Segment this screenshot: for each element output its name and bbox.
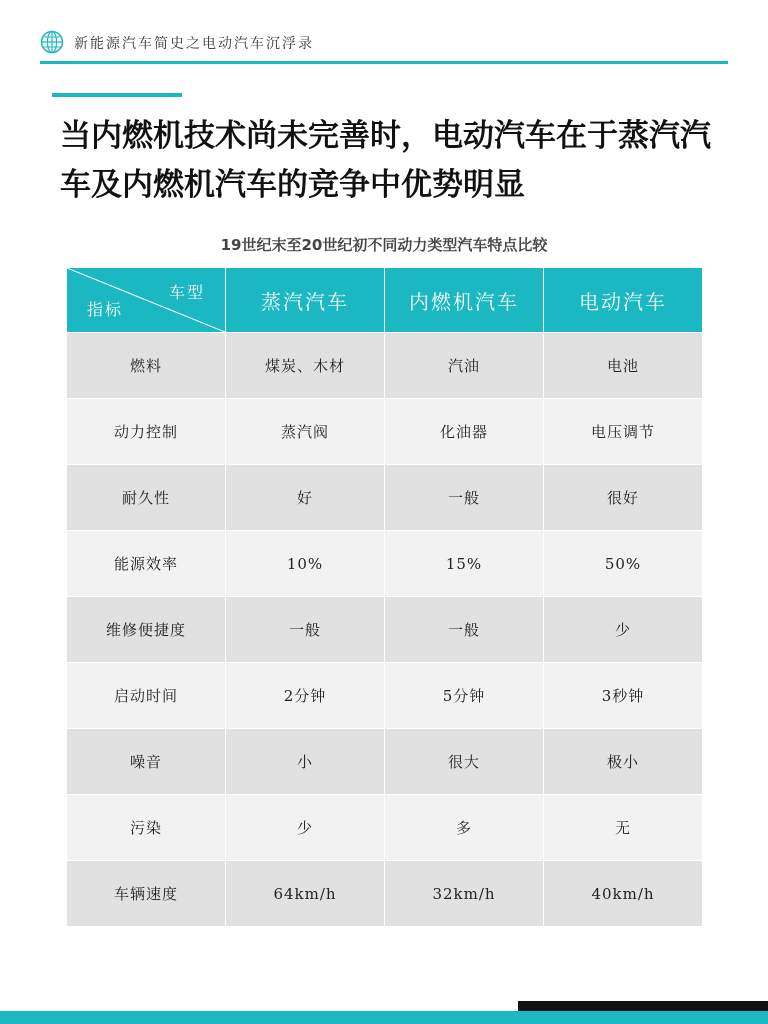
column-header-ice: 内燃机汽车 xyxy=(385,268,544,333)
footer-black-bar xyxy=(518,1001,768,1011)
row-label: 耐久性 xyxy=(67,465,226,531)
table-row xyxy=(67,399,703,465)
page-title: 当内燃机技术尚未完善时，电动汽车在于蒸汽汽车及内燃机汽车的竞争中优势明显 xyxy=(60,118,711,203)
corner-header-cell xyxy=(67,268,226,333)
table-cell: 5分钟 xyxy=(385,663,544,729)
table-cell: 电压调节 xyxy=(544,399,703,465)
table-cell: 64km/h xyxy=(226,861,385,927)
table-cell: 汽油 xyxy=(385,333,544,399)
table-cell: 极小 xyxy=(544,729,703,795)
header-title: 新能源汽车简史之电动汽车沉浮录 xyxy=(74,36,314,52)
row-label: 启动时间 xyxy=(67,663,226,729)
table-cell: 化油器 xyxy=(385,399,544,465)
table-row xyxy=(67,531,703,597)
corner-label-indicator: 指标 xyxy=(87,300,124,319)
header-divider xyxy=(40,61,728,64)
table-cell: 2分钟 xyxy=(226,663,385,729)
table-cell: 15% xyxy=(385,531,544,597)
table-cell: 少 xyxy=(226,795,385,861)
table-row xyxy=(67,663,703,729)
row-label: 能源效率 xyxy=(67,531,226,597)
table-header-row xyxy=(67,268,703,333)
comparison-table xyxy=(66,267,703,927)
table-cell: 32km/h xyxy=(385,861,544,927)
column-header-steam: 蒸汽汽车 xyxy=(226,268,385,333)
table-row xyxy=(67,729,703,795)
logo xyxy=(40,30,64,54)
table-cell: 小 xyxy=(226,729,385,795)
footer-teal-bar xyxy=(0,1011,768,1024)
table-row xyxy=(67,333,703,399)
row-label: 车辆速度 xyxy=(67,861,226,927)
row-label: 动力控制 xyxy=(67,399,226,465)
table-cell: 少 xyxy=(544,597,703,663)
table-cell: 50% xyxy=(544,531,703,597)
table-row xyxy=(67,795,703,861)
table-cell: 一般 xyxy=(226,597,385,663)
table-title: 19世纪末至20世纪初不同动力类型汽车特点比较 xyxy=(220,236,548,254)
table-row xyxy=(67,597,703,663)
table-row xyxy=(67,465,703,531)
table-cell: 40km/h xyxy=(544,861,703,927)
table-cell: 蒸汽阀 xyxy=(226,399,385,465)
column-header-electric: 电动汽车 xyxy=(544,268,703,333)
corner-label-vehicle-type: 车型 xyxy=(168,283,205,302)
table-row xyxy=(67,861,703,927)
table-cell: 3秒钟 xyxy=(544,663,703,729)
table-cell: 电池 xyxy=(544,333,703,399)
table-cell: 一般 xyxy=(385,465,544,531)
table-cell: 很好 xyxy=(544,465,703,531)
table-cell: 10% xyxy=(226,531,385,597)
table-cell: 无 xyxy=(544,795,703,861)
row-label: 燃料 xyxy=(67,333,226,399)
table-cell: 多 xyxy=(385,795,544,861)
table-cell: 很大 xyxy=(385,729,544,795)
table-cell: 一般 xyxy=(385,597,544,663)
table-cell: 好 xyxy=(226,465,385,531)
row-label: 维修便捷度 xyxy=(67,597,226,663)
globe-icon xyxy=(40,30,64,54)
title-accent-bar xyxy=(52,93,182,97)
table-cell: 煤炭、木材 xyxy=(226,333,385,399)
row-label: 污染 xyxy=(67,795,226,861)
row-label: 噪音 xyxy=(67,729,226,795)
